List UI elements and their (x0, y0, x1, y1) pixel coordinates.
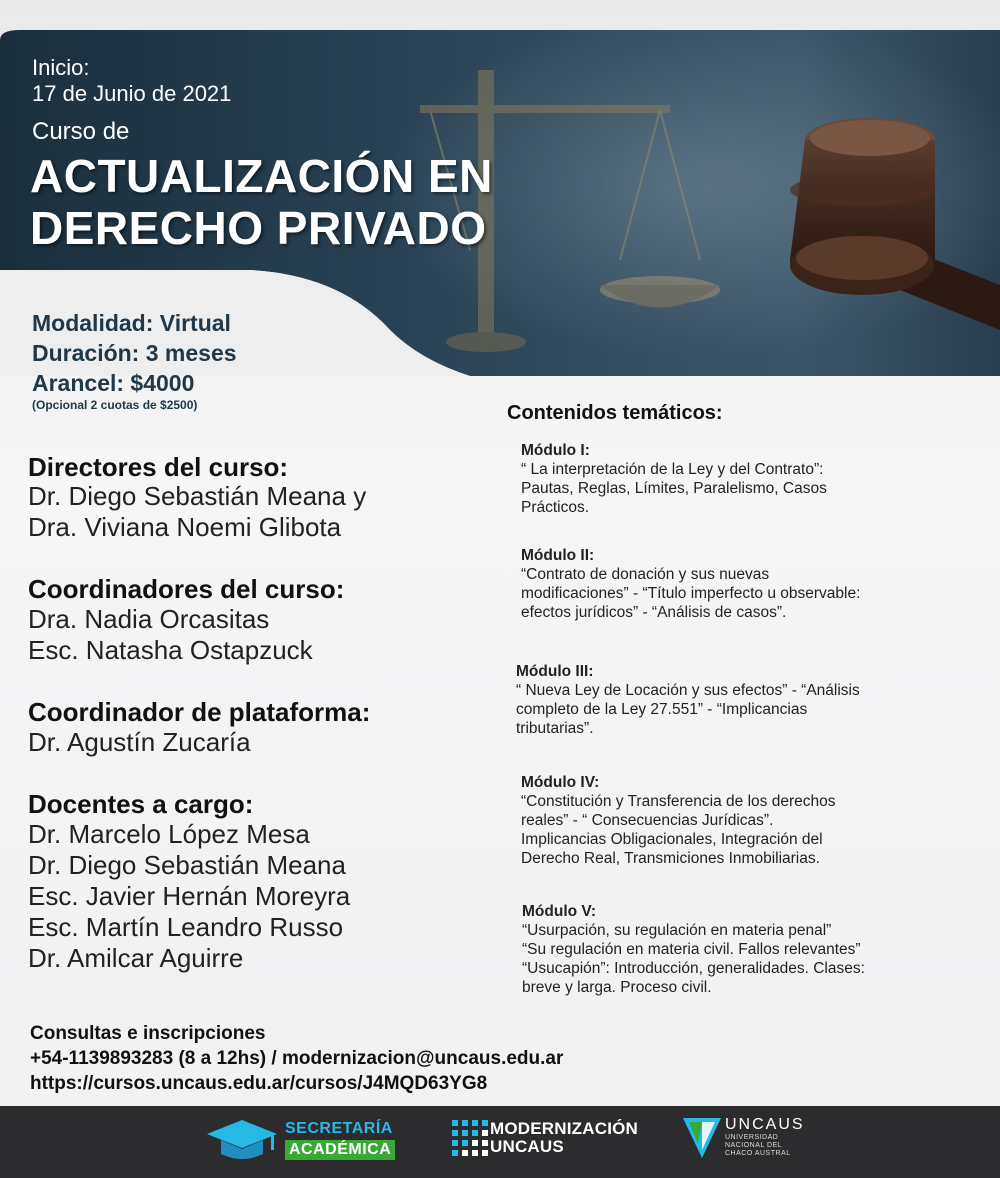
coordinators-list (28, 604, 313, 666)
module-1 (521, 441, 991, 517)
course-prefix: Curso de (32, 118, 130, 145)
uncaus-sub1: UNIVERSIDAD (725, 1134, 779, 1141)
secretaria-logo (285, 1120, 395, 1160)
fee: Arancel: $4000 (32, 370, 195, 396)
module-title: Módulo IV: (521, 774, 600, 791)
course-title-line2: DERECHO PRIVADO (30, 202, 487, 254)
teacher-name: Dr. Diego Sebastián Meana (28, 850, 346, 880)
directors-list (28, 481, 366, 543)
pixel-grid-icon (452, 1120, 488, 1156)
modality: Modalidad: Virtual (32, 310, 231, 336)
uncaus-name: UNCAUS (725, 1116, 805, 1133)
uncaus-sub3: CHACO AUSTRAL (725, 1150, 791, 1157)
module-title: Módulo III: (516, 663, 594, 680)
teachers-list (28, 819, 350, 974)
contact-label: Consultas e inscripciones (30, 1023, 266, 1044)
directors-title: Directores del curso: (28, 452, 289, 482)
contact-block (30, 1021, 563, 1096)
modernizacion-logo (490, 1120, 638, 1156)
course-title (30, 150, 493, 254)
modernizacion-line1: MODERNIZACIÓN (490, 1119, 639, 1138)
module-text: “Constitución y Transferencia de los derechos reales” - “ Consecuencias Jurídicas”. Implicancias Obligacionales, Integración del Derecho Real, Transmiciones Inmobiliarias. (521, 793, 836, 867)
contents-title: Contenidos temáticos: (507, 402, 723, 424)
uncaus-sub2: NACIONAL DEL (725, 1142, 783, 1149)
contact-phone-email[interactable]: +54-1139893283 (8 a 12hs) / modernizacion@uncaus.edu.ar (30, 1048, 564, 1069)
fee-note: (Opcional 2 cuotas de $2500) (32, 398, 198, 412)
module-title: Módulo II: (521, 547, 595, 564)
coordinator-name: Esc. Natasha Ostapzuck (28, 635, 313, 665)
graduation-cap-icon (205, 1118, 279, 1162)
teacher-name: Esc. Javier Hernán Moreyra (28, 881, 351, 911)
secretaria-line2: ACADÉMICA (285, 1140, 395, 1160)
director-name: Dr. Diego Sebastián Meana y (28, 481, 367, 511)
director-name: Dra. Viviana Noemi Glibota (28, 512, 342, 542)
module-5 (522, 902, 992, 997)
module-4 (521, 773, 991, 868)
module-text: “Contrato de donación y sus nuevas modificaciones” - “Título imperfecto u observable: efectos jurídicos” - “Análisis de casos”. (521, 566, 861, 621)
start-label: Inicio: (32, 55, 90, 80)
platform-title: Coordinador de plataforma: (28, 697, 371, 727)
module-text: “ Nueva Ley de Locación y sus efectos” - “Análisis completo de la Ley 27.551” - “Implicancias tributarias”. (516, 682, 860, 737)
module-2 (521, 546, 991, 622)
footer-bar (0, 1106, 1000, 1178)
start-date: 17 de Junio de 2021 (32, 81, 232, 106)
contact-url[interactable]: https://cursos.uncaus.edu.ar/cursos/J4MQD63YG8 (30, 1073, 488, 1094)
teacher-name: Dr. Amilcar Aguirre (28, 943, 244, 973)
uncaus-logo (725, 1116, 805, 1158)
coordinators-title: Coordinadores del curso: (28, 574, 345, 604)
module-title: Módulo V: (522, 903, 597, 920)
coordinator-name: Dra. Nadia Orcasitas (28, 604, 270, 634)
duration: Duración: 3 meses (32, 340, 237, 366)
course-title-line1: ACTUALIZACIÓN EN (30, 150, 493, 202)
platform-list (28, 727, 251, 758)
module-title: Módulo I: (521, 442, 590, 459)
teacher-name: Esc. Martín Leandro Russo (28, 912, 344, 942)
teacher-name: Dr. Marcelo López Mesa (28, 819, 310, 849)
teachers-title: Docentes a cargo: (28, 789, 254, 819)
module-3 (516, 662, 986, 738)
uncaus-triangle-icon (683, 1118, 721, 1158)
module-text: “Usurpación, su regulación en materia penal” “Su regulación en materia civil. Fallos relevantes” “Usucapión”: Introducción, generalidades. Clases: breve y larga. Proceso civil. (522, 922, 865, 996)
modernizacion-line2: UNCAUS (490, 1137, 564, 1156)
module-text: “ La interpretación de la Ley y del Contrato”: Pautas, Reglas, Límites, Paralelismo, Casos Prácticos. (521, 461, 827, 516)
secretaria-line1: SECRETARÍA (285, 1120, 393, 1137)
platform-coordinator-name: Dr. Agustín Zucaría (28, 727, 251, 757)
